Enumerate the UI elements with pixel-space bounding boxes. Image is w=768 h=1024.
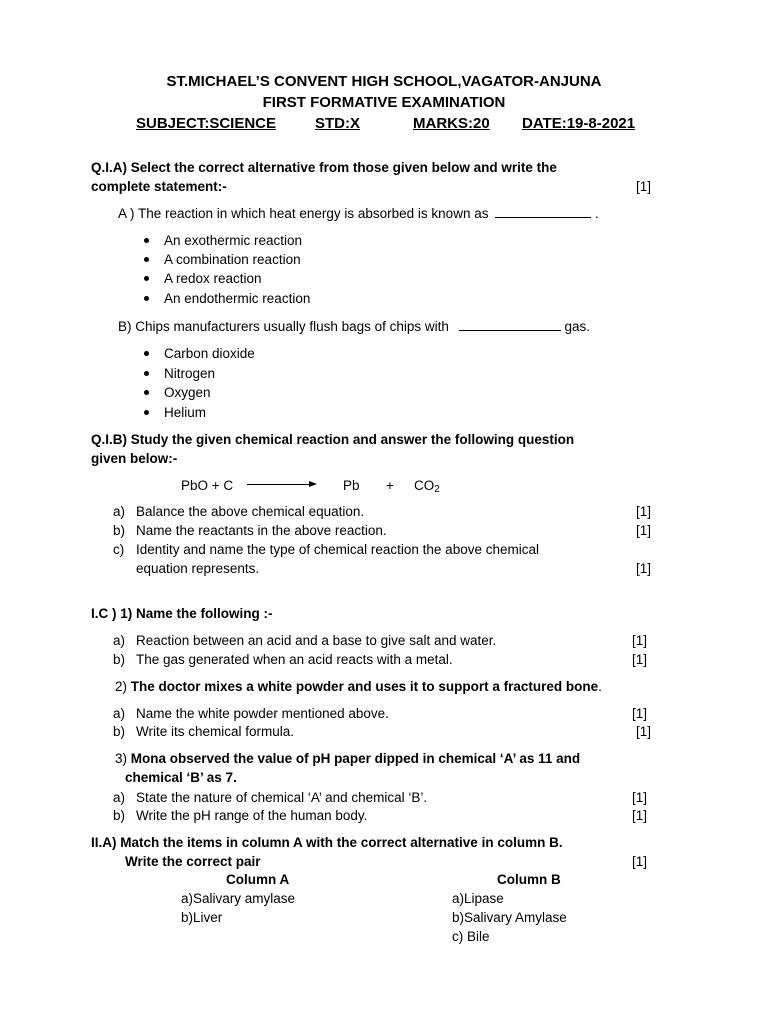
part3-title: Mona observed the value of pH paper dipped in chemical ‘A’ as 11 and	[130, 751, 581, 766]
q1c-part2	[115, 678, 602, 696]
q1c-item-text: State the nature of chemical ‘A’ and chemical ‘B’.	[136, 790, 428, 805]
q2a-title-cont: Write the correct pair	[125, 854, 261, 869]
subject-label: SUBJECT:SCIENCE	[136, 115, 277, 132]
column-b-item: a)Lipase	[452, 891, 504, 906]
q1b-item-text: Identity and name the type of chemical reaction the above chemical	[136, 542, 539, 557]
q1c-item-text: Write the pH range of the human body.	[136, 808, 368, 823]
bullet-icon	[144, 410, 149, 415]
date-label: DATE:19-8-2021	[522, 115, 636, 132]
equation-plus: +	[386, 478, 394, 493]
item-label: b)	[113, 724, 126, 739]
q1c-item-text: Reaction between an acid and a base to give salt and water.	[136, 633, 497, 648]
item-label: b)	[113, 652, 126, 667]
q1a-a-option: An endothermic reaction	[164, 291, 311, 306]
part2-dot: .	[598, 679, 602, 694]
bullet-icon	[144, 276, 149, 281]
q1a-a-option: An exothermic reaction	[164, 233, 303, 248]
column-b-item: b)Salivary Amylase	[452, 910, 567, 925]
q1b-item-text: Name the reactants in the above reaction.	[136, 523, 387, 538]
q1a-a-option: A redox reaction	[164, 271, 262, 286]
item-mark: [1]	[632, 633, 648, 648]
item-label: b)	[113, 808, 126, 823]
item-mark: [1]	[632, 652, 648, 667]
item-label: a)	[113, 633, 126, 648]
q1a-b-end: gas.	[564, 319, 590, 334]
item-label: a)	[113, 790, 126, 805]
item-mark: [1]	[632, 808, 648, 823]
q1a-title: Q.I.A) Select the correct alternative from those given below and write the	[91, 160, 557, 175]
q1a-b-option: Oxygen	[164, 385, 211, 400]
item-mark: [1]	[632, 790, 648, 805]
q1a-b-option: Helium	[164, 405, 207, 420]
part-number: 2)	[115, 679, 128, 694]
q1a-a-question	[118, 205, 599, 223]
item-mark: [1]	[636, 504, 652, 519]
exam-title: FIRST FORMATIVE EXAMINATION	[262, 94, 506, 111]
std-label: STD:X	[315, 115, 360, 132]
marks-label: MARKS:20	[413, 115, 490, 132]
q1a-a-text: A ) The reaction in which heat energy is absorbed is known as	[118, 206, 489, 221]
column-b-item: c) Bile	[452, 929, 490, 944]
q1b-title-cont: given below:-	[91, 451, 178, 466]
equation-product-pb: Pb	[343, 478, 360, 493]
q1c-item-text: Name the white powder mentioned above.	[136, 706, 389, 721]
item-mark: [1]	[632, 706, 648, 721]
q1c-part3	[115, 750, 580, 768]
subscript-2: 2	[434, 484, 440, 495]
equation-reactants: PbO + C	[181, 478, 234, 493]
q1a-b-question	[118, 318, 590, 336]
column-b-header: Column B	[497, 872, 561, 887]
item-mark: [1]	[636, 523, 652, 538]
q1a-b-option: Nitrogen	[164, 366, 216, 381]
item-mark: [1]	[636, 724, 652, 739]
part3-title-cont: chemical ‘B’ as 7.	[125, 770, 237, 785]
part2-title: The doctor mixes a white powder and uses it to support a fractured bone	[130, 679, 599, 694]
q1a-mark: [1]	[636, 179, 652, 194]
q1c-title: I.C ) 1) Name the following :-	[91, 606, 273, 621]
bullet-icon	[144, 351, 149, 356]
school-name: ST.MICHAEL’S CONVENT HIGH SCHOOL,VAGATOR-ANJUNA	[166, 73, 602, 90]
q1b-item-text: Balance the above chemical equation.	[136, 504, 365, 519]
bullet-icon	[144, 257, 149, 262]
answer-blank	[459, 318, 561, 331]
q1a-a-end: .	[595, 206, 599, 221]
column-a-item: a)Salivary amylase	[181, 891, 296, 906]
q1a-title-cont: complete statement:-	[91, 179, 227, 194]
bullet-icon	[144, 371, 149, 376]
q1a-b-text: B) Chips manufacturers usually flush bags of chips with	[118, 319, 449, 334]
q1a-a-option: A combination reaction	[164, 252, 301, 267]
q1a-b-option: Carbon dioxide	[164, 346, 255, 361]
bullet-icon	[144, 238, 149, 243]
item-label: c)	[113, 542, 125, 557]
q1c-item-text: The gas generated when an acid reacts with a metal.	[136, 652, 453, 667]
item-label: a)	[113, 504, 126, 519]
q1b-title: Q.I.B) Study the given chemical reaction and answer the following question	[91, 432, 575, 447]
part-number: 3)	[115, 751, 128, 766]
item-label: b)	[113, 523, 126, 538]
equation-product-co2	[414, 477, 440, 499]
bullet-icon	[144, 296, 149, 301]
column-a-header: Column A	[226, 872, 290, 887]
item-mark: [1]	[636, 561, 652, 576]
q2a-title: II.A) Match the items in column A with the correct alternative in column B.	[91, 835, 563, 850]
co-text: CO	[414, 478, 435, 493]
q1b-item-text-cont: equation represents.	[136, 561, 260, 576]
bullet-icon	[144, 390, 149, 395]
arrow-head-icon	[309, 481, 317, 487]
column-a-item: b)Liver	[181, 910, 223, 925]
q1c-item-text: Write its chemical formula.	[136, 724, 295, 739]
answer-blank	[495, 205, 591, 218]
reaction-arrow	[247, 484, 309, 485]
item-label: a)	[113, 706, 126, 721]
q2a-mark: [1]	[632, 854, 648, 869]
